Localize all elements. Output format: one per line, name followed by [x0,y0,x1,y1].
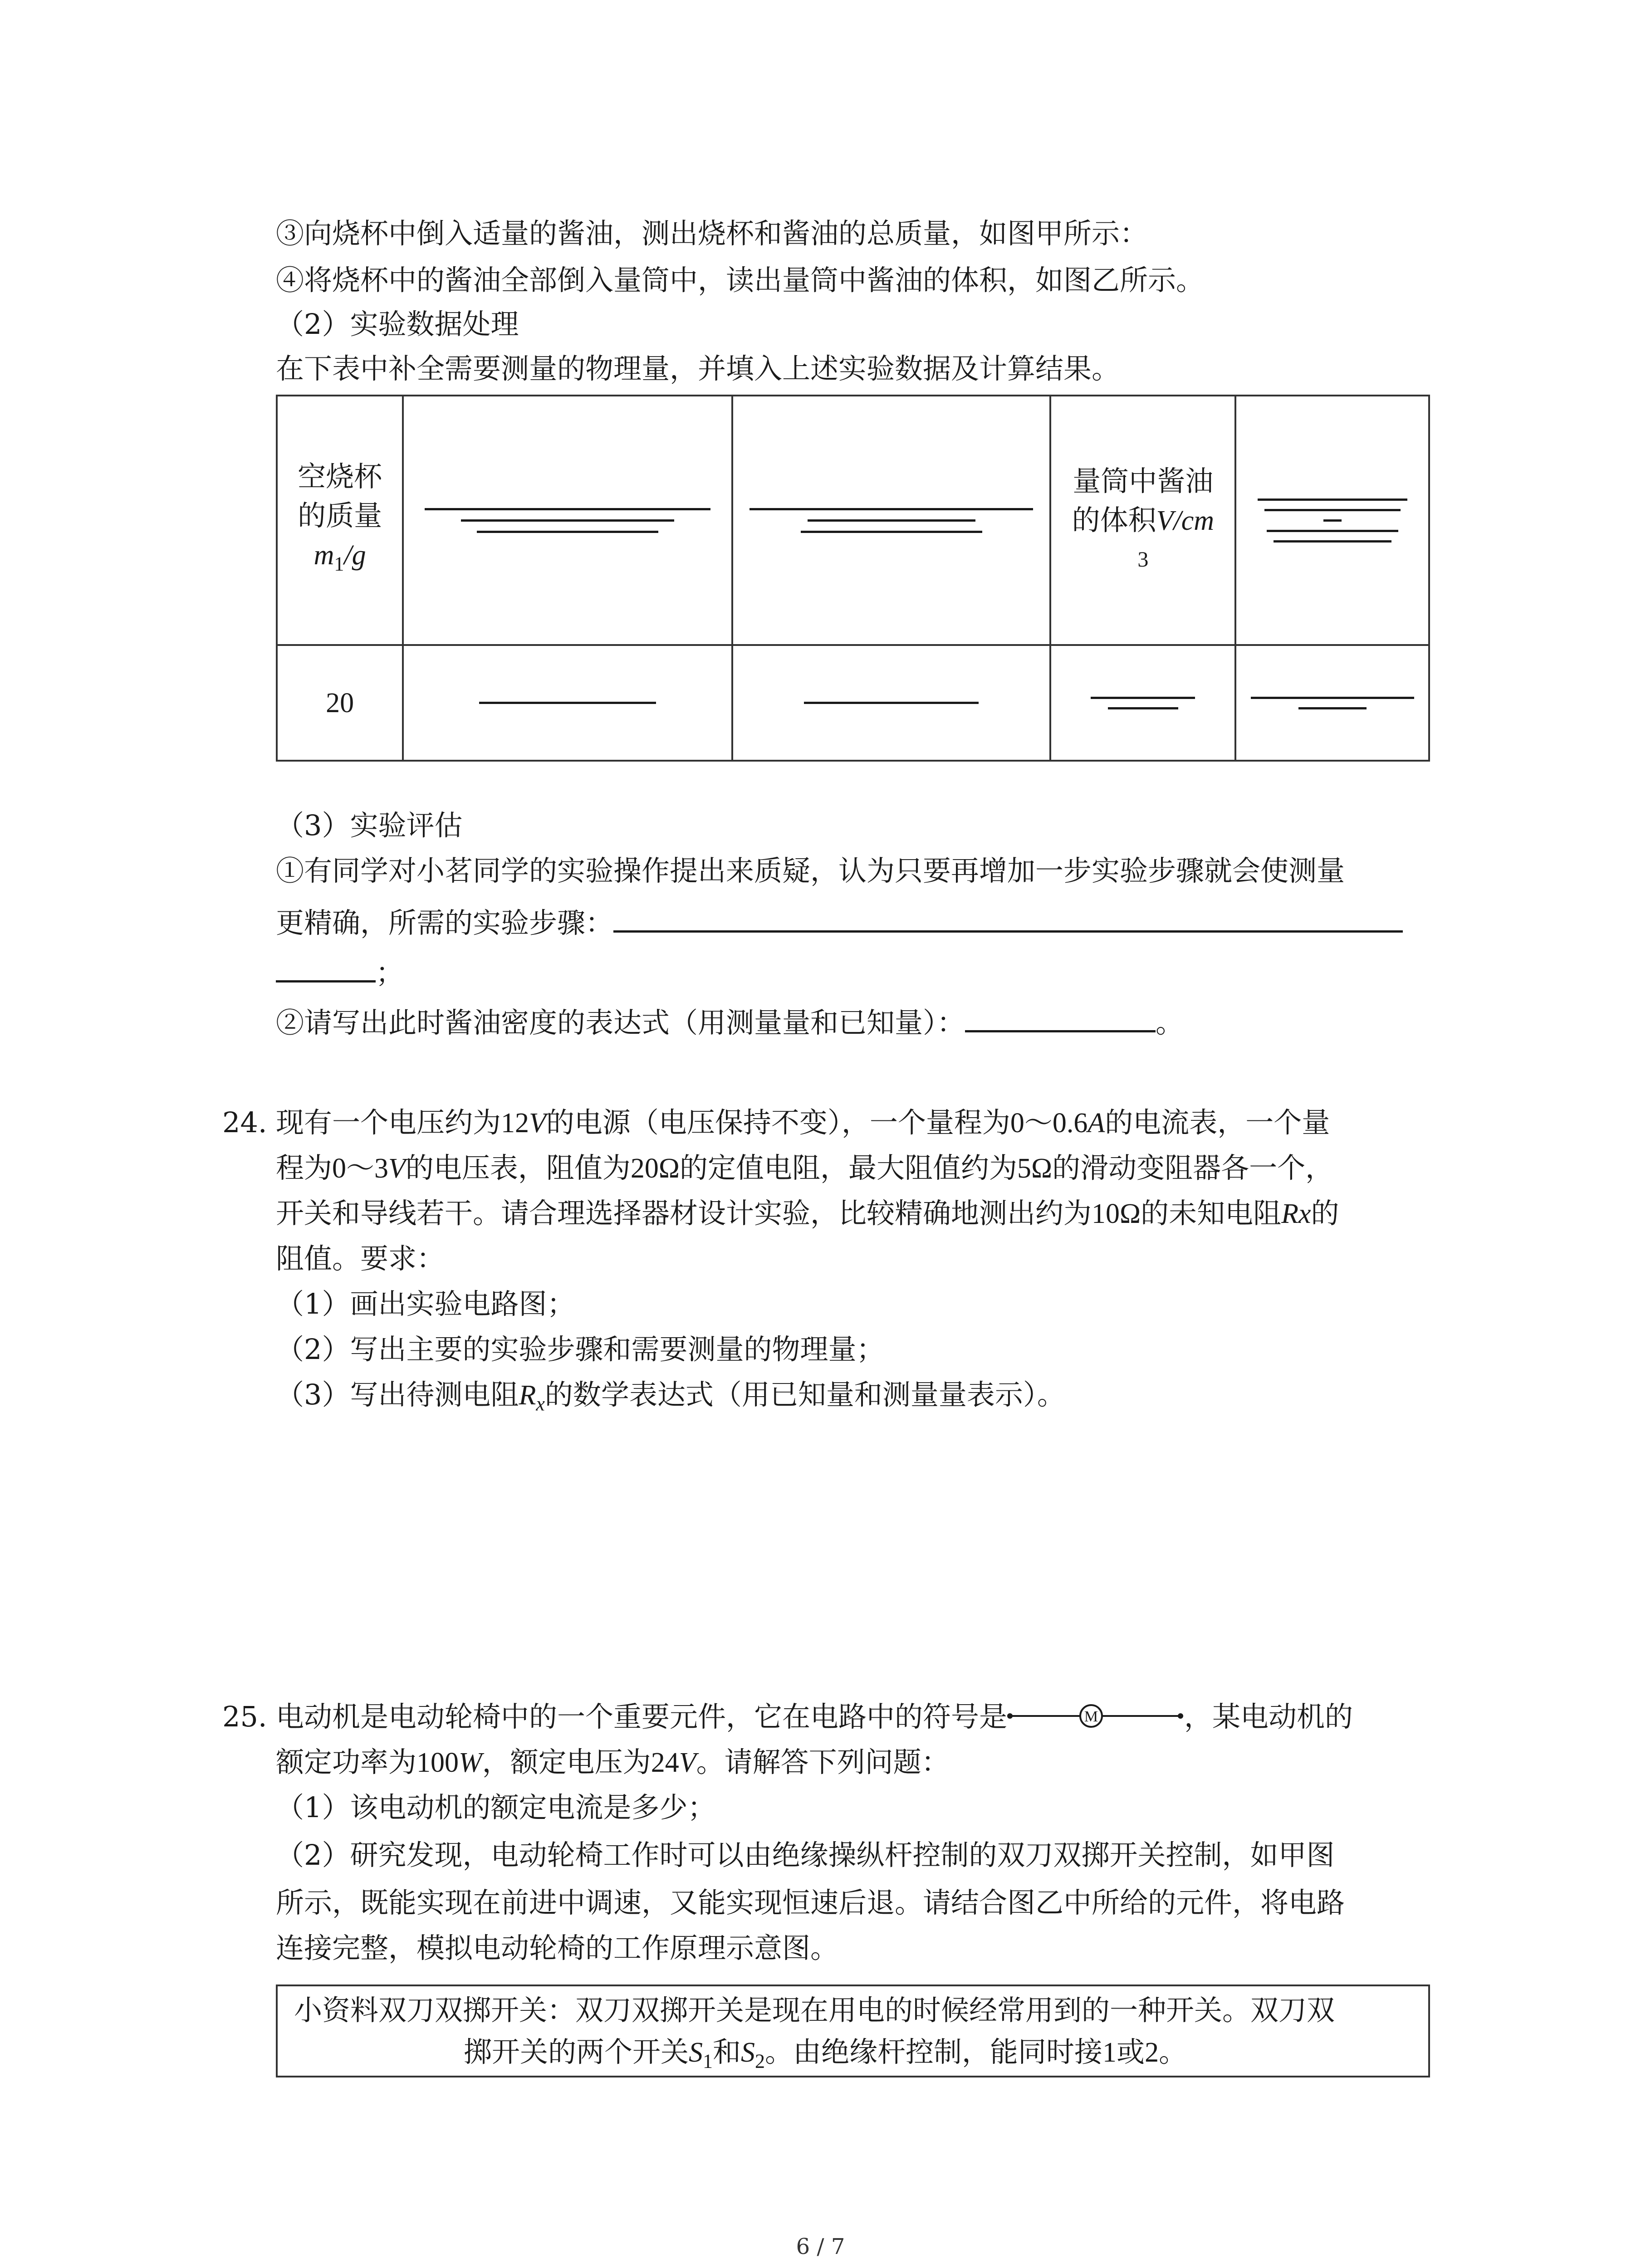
q25-sub-2-c: 连接完整，模拟电动轮椅的工作原理示意图。 [276,1931,839,1965]
header-exp: 3 [1137,547,1149,572]
step-3: ③向烧杯中倒入适量的酱油，测出烧杯和酱油的总质量，如图甲所示： [276,217,1148,250]
info-line-1: 小资料双刀双掷开关：双刀双掷开关是现在用电的时候经常用到的一种开关。双刀双 [294,1994,1335,2027]
q2-line: ②请写出此时酱油密度的表达式（用测量量和已知量）： 。 [276,1002,1184,1043]
q24-line-2: 程为0～3V的电压表，阻值为20Ω的定值电阻，最大阻值约为5Ω的滑动变阻器各一个， [276,1151,1334,1184]
q25-line-1: 电动机是电动轮椅中的一个重要元件，它在电路中的符号是 M ，某电动机的 [276,1696,1353,1740]
data-table [276,395,1430,762]
q24-line-1: 现有一个电压约为12V的电源（电压保持不变），一个量程为0～0.6A的电流表，一个量 [276,1106,1330,1139]
q24-number: 24. [222,1106,267,1139]
info-box [276,1984,1430,2077]
q25-sub-2-b: 所示，既能实现在前进中调速，又能实现恒速后退。请结合图乙中所给的元件，将电路 [276,1886,1345,1919]
info-line-2: 掷开关的两个开关$S_1$和$S_2$。由绝缘杆控制，能同时接1或2。 [464,2035,1187,2072]
fill-dash[interactable] [1323,519,1342,522]
fill-line[interactable] [808,519,975,522]
header-text: 的质量 [298,499,382,532]
header-empty-beaker-mass [277,396,403,645]
value-blank-5[interactable] [1235,645,1429,761]
page-number: 6 / 7 [796,2234,845,2259]
step-4: ④将烧杯中的酱油全部倒入量筒中，读出量筒中酱油的体积，如图乙所示。 [276,264,1205,297]
fill-line[interactable] [749,508,1033,510]
fill-line[interactable] [1091,697,1195,699]
fill-line[interactable] [425,508,710,510]
q25-number: 25. [222,1700,267,1733]
header-blank-2[interactable] [403,396,732,645]
q1-line-a: ①有同学对小茗同学的实验操作提出来质疑，认为只要再增加一步实验步骤就会使测量 [276,854,1345,887]
fill-line[interactable] [1251,697,1414,699]
q24-line-3: 开关和导线若干。请合理选择器材设计实验，比较精确地测出约为10Ω的未知电阻Rx的 [276,1197,1339,1230]
header-var: $m_1/g$ [314,539,366,575]
fill-line[interactable] [1108,707,1178,709]
answer-blank[interactable] [965,1003,1156,1032]
q1-line-c: ； [276,953,404,993]
section-3-title: （3）实验评估 [276,809,463,842]
cell-empty-beaker-mass-value: 20 [277,645,403,761]
fill-line[interactable] [461,519,674,522]
motor-symbol-icon [1007,1699,1184,1740]
q25-sub-1: （1）该电动机的额定电流是多少； [276,1791,716,1824]
section-2-title: （2）实验数据处理 [276,308,519,341]
fill-line[interactable] [1298,707,1367,709]
header-blank-5[interactable] [1235,396,1429,645]
q24-sub-1: （1）画出实验电路图； [276,1287,575,1320]
value-blank-3[interactable] [732,645,1050,761]
q25-sub-2-a: （2）研究发现，电动轮椅工作时可以由绝缘操纵杆控制的双刀双掷开关控制，如甲图 [276,1838,1335,1872]
fill-line[interactable] [1264,509,1401,511]
q24-sub-2: （2）写出主要的实验步骤和需要测量的物理量； [276,1333,885,1366]
value-blank-2[interactable] [403,645,732,761]
fill-line[interactable] [1274,540,1391,543]
header-var: 的体积V/cm [1072,503,1215,537]
section-2-desc: 在下表中补全需要测量的物理量，并填入上述实验数据及计算结果。 [276,352,1120,385]
fill-line[interactable] [477,531,658,533]
motor-letter: M [1084,1708,1098,1725]
header-text: 空烧杯 [298,459,382,493]
fill-line[interactable] [801,531,982,533]
fill-line[interactable] [479,702,656,704]
answer-blank[interactable] [613,903,1403,933]
q1-line-b: 更精确，所需的实验步骤： [276,903,1403,943]
answer-blank[interactable] [276,953,376,982]
q24-line-4: 阻值。要求： [276,1242,445,1275]
fill-line[interactable] [804,702,979,704]
header-volume [1050,396,1235,645]
q24-sub-3: （3）写出待测电阻$R_x$的数学表达式（用已知量和测量量表示）。 [276,1378,1065,1415]
q25-line-2: 额定功率为100W，额定电压为24V。请解答下列问题： [276,1745,950,1779]
header-blank-3[interactable] [732,396,1050,645]
fill-line[interactable] [1267,530,1398,532]
value-blank-4[interactable] [1050,645,1235,761]
header-text: 量筒中酱油 [1073,464,1214,498]
fill-line[interactable] [1258,499,1407,501]
